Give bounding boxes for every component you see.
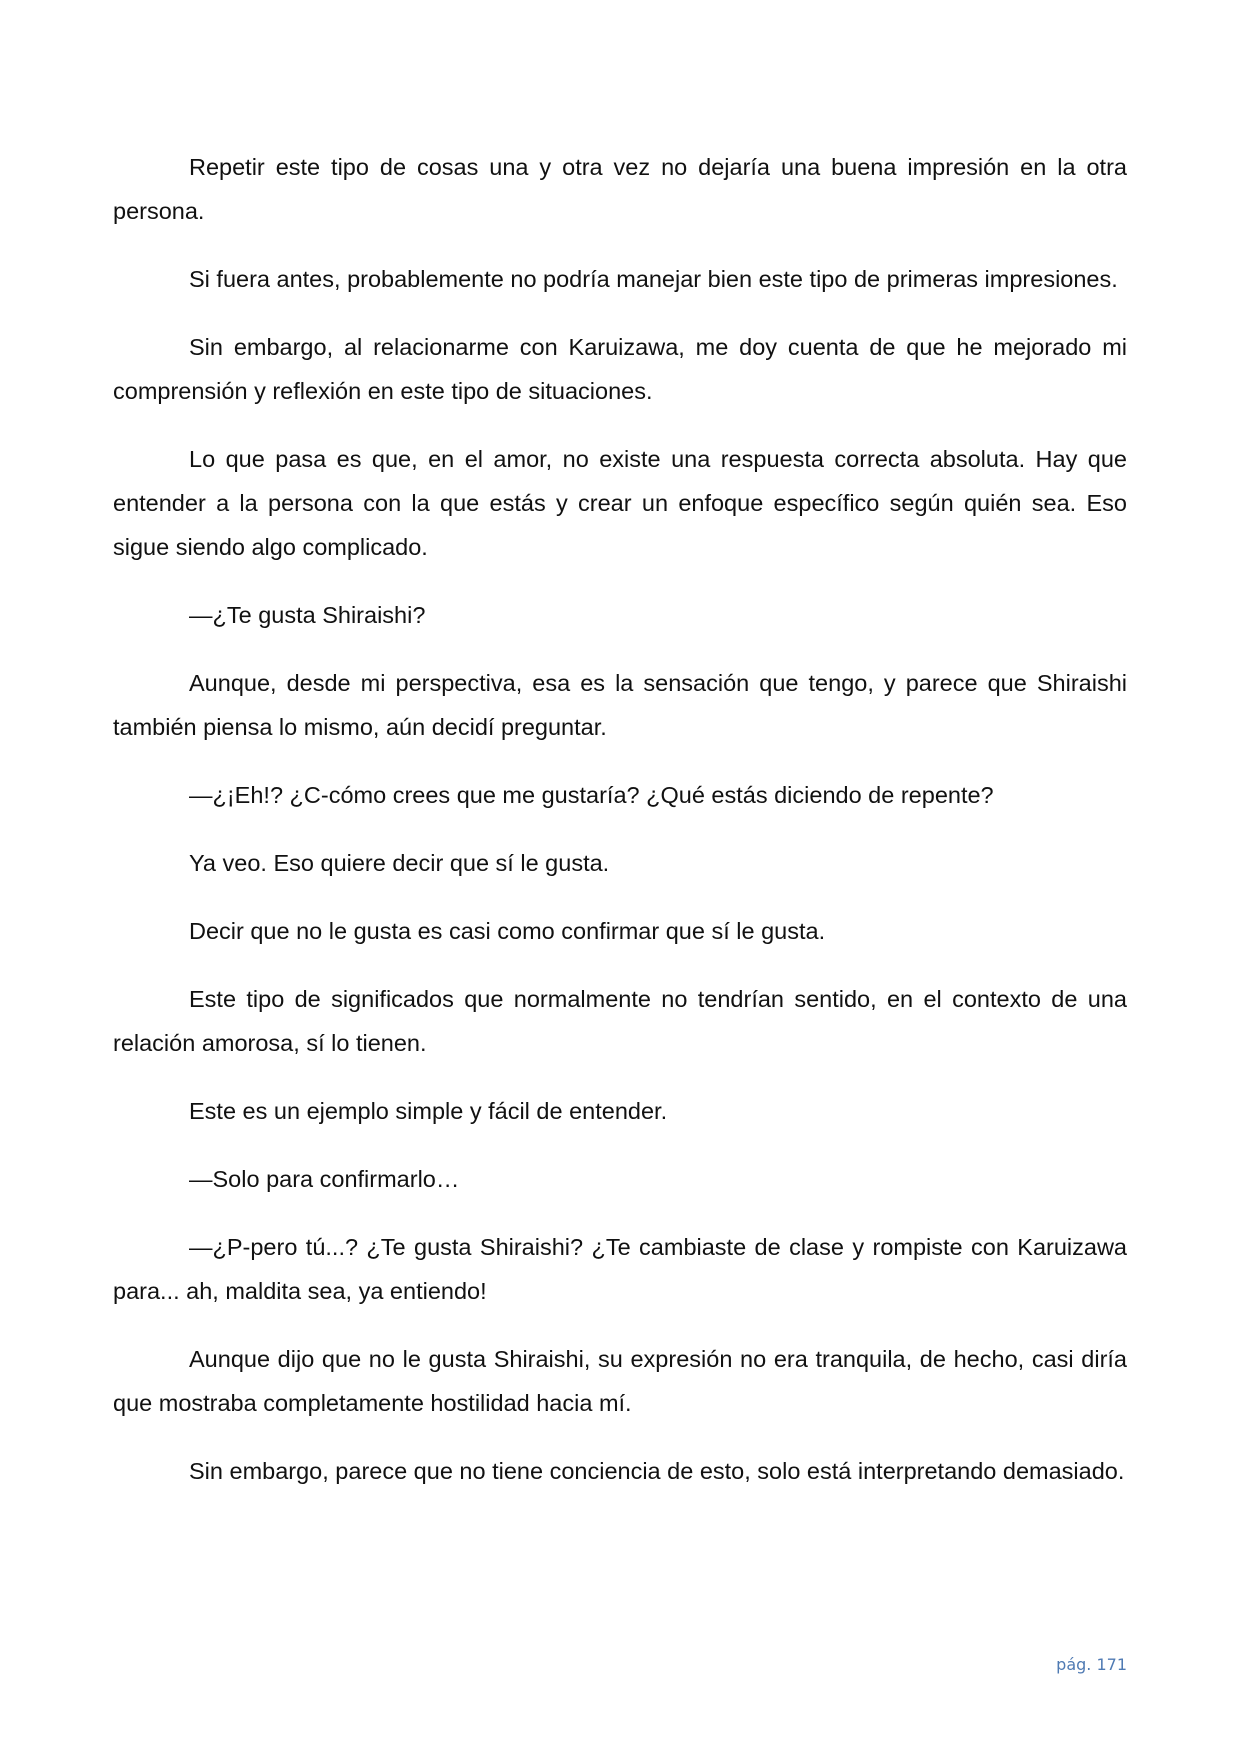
paragraph: Este es un ejemplo simple y fácil de entender.	[189, 1098, 668, 1124]
paragraph: Decir que no le gusta es casi como confirmar que sí le gusta.	[189, 918, 826, 944]
paragraph: Este tipo de significados que normalmente no tendrían sentido, en el contexto de una relación amorosa, sí lo tienen.	[113, 986, 1127, 1056]
paragraph: Sin embargo, al relacionarme con Karuizawa, me doy cuenta de que he mejorado mi comprensión y reflexión en este tipo de situaciones.	[113, 334, 1127, 404]
paragraph: Sin embargo, parece que no tiene conciencia de esto, solo está interpretando demasiado.	[189, 1458, 1125, 1484]
paragraph: Ya veo. Eso quiere decir que sí le gusta.	[189, 850, 610, 876]
dialogue-line: —¿¡Eh!? ¿C-cómo crees que me gustaría? ¿Qué estás diciendo de repente?	[189, 782, 994, 808]
paragraph: Repetir este tipo de cosas una y otra vez no dejaría una buena impresión en la otra persona.	[113, 154, 1127, 224]
page-number: pág. 171	[1056, 1655, 1127, 1674]
dialogue-line: —¿Te gusta Shiraishi?	[189, 602, 426, 628]
dialogue-line: —¿P-pero tú...? ¿Te gusta Shiraishi? ¿Te cambiaste de clase y rompiste con Karuizawa para... ah, maldita sea, ya entiendo!	[113, 1234, 1127, 1304]
paragraph: Lo que pasa es que, en el amor, no existe una respuesta correcta absoluta. Hay que entender a la persona con la que estás y crear un enfoque específico según quién sea. Eso sigue siendo algo complicado.	[113, 446, 1127, 560]
body-text	[113, 145, 1127, 1517]
paragraph: Aunque dijo que no le gusta Shiraishi, su expresión no era tranquila, de hecho, casi diría que mostraba completamente hostilidad hacia mí.	[113, 1346, 1127, 1416]
paragraph: Aunque, desde mi perspectiva, esa es la sensación que tengo, y parece que Shiraishi también piensa lo mismo, aún decidí preguntar.	[113, 670, 1127, 740]
paragraph: Si fuera antes, probablemente no podría manejar bien este tipo de primeras impresiones.	[189, 266, 1118, 292]
dialogue-line: —Solo para confirmarlo…	[189, 1166, 460, 1192]
